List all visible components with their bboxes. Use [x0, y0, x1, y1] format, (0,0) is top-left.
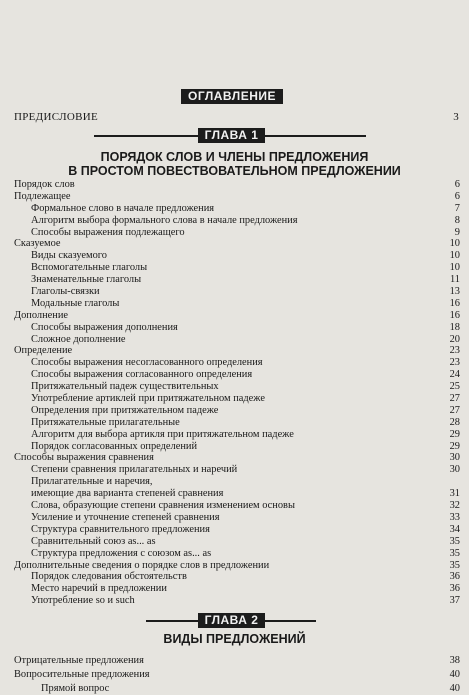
toc-entry-page: 34 — [449, 523, 460, 535]
chapter1-title-line2: В ПРОСТОМ ПОВЕСТВОВАТЕЛЬНОМ ПРЕДЛОЖЕНИИ — [68, 164, 401, 178]
chapter1-title-line1: ПОРЯДОК СЛОВ И ЧЛЕНЫ ПРЕДЛОЖЕНИЯ — [100, 150, 369, 164]
toc-entry — [14, 560, 460, 572]
toc-entry-page: 11 — [449, 274, 460, 286]
toc-entry-page: 27 — [449, 393, 460, 405]
toc-entry-title: Сложное дополнение — [31, 333, 126, 345]
toc-entry-page: 7 — [454, 202, 460, 214]
toc-entry — [14, 357, 460, 369]
toc-entry — [14, 476, 460, 488]
toc-entry — [14, 429, 460, 441]
toc-entry-page: 10 — [449, 238, 460, 250]
toc-entry — [14, 682, 460, 695]
toc-entry-page: 8 — [454, 214, 460, 226]
toc-entry — [14, 203, 460, 215]
toc-entry-page: 35 — [449, 559, 460, 571]
chapter2-label: ГЛАВА 2 — [198, 613, 265, 628]
toc-entry-title: Способы выражения несогласованного определения — [31, 357, 263, 369]
toc-entry — [14, 452, 460, 464]
toc-entry — [14, 488, 460, 500]
toc-entry — [14, 668, 460, 682]
toc-entry-title: Прямой вопрос — [41, 682, 110, 694]
toc-entry — [14, 179, 460, 191]
toc-entry-title: Виды сказуемого — [31, 250, 107, 262]
toc-entry-page: 33 — [449, 511, 460, 523]
toc-entry — [14, 441, 460, 453]
preface-title: ПРЕДИСЛОВИЕ — [14, 111, 98, 123]
toc-entry — [14, 215, 460, 227]
toc-entry — [14, 500, 460, 512]
toc-entry-title: Алгоритм для выбора артикля при притяжательном падеже — [31, 428, 294, 440]
toc-entry-title: Вспомогательные глаголы — [31, 262, 148, 274]
toc-entry-page: 35 — [449, 547, 460, 559]
toc-entry-page: 36 — [449, 571, 460, 583]
toc-entry-title: Алгоритм выбора формального слова в начале предложения — [31, 214, 298, 226]
toc-entry-title: имеющие два варианта степеней сравнения — [31, 488, 224, 500]
preface-row — [14, 111, 459, 124]
toc-entry-page: 32 — [449, 500, 460, 512]
chapter1-toc — [14, 179, 460, 607]
toc-entry-title: Степени сравнения прилагательных и наречий — [31, 464, 238, 476]
toc-entry-page: 29 — [449, 428, 460, 440]
toc-entry-title: Вопросительные предложения — [14, 668, 150, 680]
toc-entry-page: 30 — [449, 464, 460, 476]
toc-entry-title: Определения при притяжательном падеже — [31, 404, 219, 416]
toc-entry-title: Употребление so и such — [31, 595, 135, 607]
toc-entry-page: 40 — [449, 668, 460, 680]
toc-entry-page: 28 — [449, 416, 460, 428]
toc-entry-title: Способы выражения подлежащего — [31, 226, 185, 238]
toc-entry-title: Способы выражения сравнения — [14, 452, 154, 464]
toc-entry-title: Знаменательные глаголы — [31, 274, 142, 286]
toc-entry — [14, 464, 460, 476]
toc-entry-title: Подлежащее — [14, 190, 71, 202]
toc-entry — [14, 334, 460, 346]
toc-entry-page: 10 — [449, 250, 460, 262]
chapter2-toc — [14, 654, 460, 695]
toc-entry-page: 40 — [449, 682, 460, 694]
toc-entry — [14, 654, 460, 668]
chapter2-title: ВИДЫ ПРЕДЛОЖЕНИЙ — [163, 632, 306, 646]
toc-entry-page: 23 — [449, 345, 460, 357]
toc-entry — [14, 405, 460, 417]
toc-entry-title: Способы выражения согласованного определения — [31, 369, 253, 381]
toc-entry — [14, 250, 460, 262]
toc-entry — [14, 595, 460, 607]
toc-entry-title: Употребление артиклей при притяжательном падеже — [31, 393, 265, 405]
toc-entry — [14, 274, 460, 286]
toc-entry-title: Структура сравнительного предложения — [31, 523, 210, 535]
toc-entry-page: 13 — [449, 286, 460, 298]
toc-entry-page: 10 — [449, 262, 460, 274]
toc-entry — [14, 571, 460, 583]
toc-entry — [14, 417, 460, 429]
toc-entry-page: 31 — [449, 488, 460, 500]
toc-entry — [14, 262, 460, 274]
toc-entry-title: Определение — [14, 345, 73, 357]
toc-entry-page: 18 — [449, 321, 460, 333]
toc-entry-title: Структура предложения с союзом as... as — [31, 547, 212, 559]
toc-entry-page: 6 — [454, 179, 460, 190]
toc-entry-page: 36 — [449, 583, 460, 595]
toc-entry-title: Модальные глаголы — [31, 297, 120, 309]
toc-entry-page: 30 — [449, 452, 460, 464]
toc-entry-title: Сравнительный союз as... as — [31, 535, 156, 547]
toc-entry-title: Притяжательный падеж существительных — [31, 381, 219, 393]
toc-entry — [14, 322, 460, 334]
toc-entry — [14, 512, 460, 524]
toc-entry — [14, 191, 460, 203]
toc-entry-page: 20 — [449, 333, 460, 345]
toc-entry — [14, 227, 460, 239]
toc-entry — [14, 536, 460, 548]
toc-entry — [14, 345, 460, 357]
toc-entry-page: 23 — [449, 357, 460, 369]
toc-entry-page: 9 — [454, 226, 460, 238]
toc-entry-page: 29 — [449, 440, 460, 452]
toc-entry-title: Слова, образующие степени сравнения изменением основы — [31, 500, 295, 512]
toc-entry-title: Усиление и уточнение степеней сравнения — [31, 511, 220, 523]
toc-entry-title: Глаголы-связки — [31, 286, 100, 298]
toc-entry-title: Отрицательные предложения — [14, 655, 144, 666]
toc-entry-title: Способы выражения дополнения — [31, 321, 178, 333]
toc-entry-page: 16 — [449, 309, 460, 321]
toc-entry — [14, 298, 460, 310]
toc-entry — [14, 548, 460, 560]
toc-entry-page: 24 — [449, 369, 460, 381]
toc-entry — [14, 583, 460, 595]
toc-entry-page: 6 — [454, 190, 460, 202]
toc-entry — [14, 369, 460, 381]
toc-entry-title: Дополнительные сведения о порядке слов в предложении — [14, 559, 270, 571]
toc-entry-title: Сказуемое — [14, 238, 61, 250]
preface-page: 3 — [453, 111, 459, 123]
toc-entry-title: Прилагательные и наречия, — [31, 476, 153, 488]
toc-entry-page: 37 — [449, 595, 460, 607]
toc-entry-page: 38 — [449, 655, 460, 666]
toc-entry-title: Порядок следования обстоятельств — [31, 571, 187, 583]
toc-entry-page: 16 — [449, 297, 460, 309]
toc-entry-title: Место наречий в предложении — [31, 583, 167, 595]
toc-entry — [14, 310, 460, 322]
toc-entry — [14, 381, 460, 393]
toc-entry-title: Дополнение — [14, 309, 68, 321]
chapter1-label: ГЛАВА 1 — [198, 128, 265, 143]
toc-entry — [14, 393, 460, 405]
toc-entry-title: Формальное слово в начале предложения — [31, 202, 215, 214]
toc-entry-page: 35 — [449, 535, 460, 547]
toc-entry-title: Притяжательные прилагательные — [31, 416, 180, 428]
contents-heading: ОГЛАВЛЕНИЕ — [181, 89, 283, 104]
toc-entry-page: 27 — [449, 404, 460, 416]
toc-entry — [14, 524, 460, 536]
toc-entry — [14, 286, 460, 298]
toc-entry — [14, 238, 460, 250]
toc-entry-title: Порядок согласованных определений — [31, 440, 198, 452]
toc-entry-title: Порядок слов — [14, 179, 75, 190]
toc-entry-page: 25 — [449, 381, 460, 393]
